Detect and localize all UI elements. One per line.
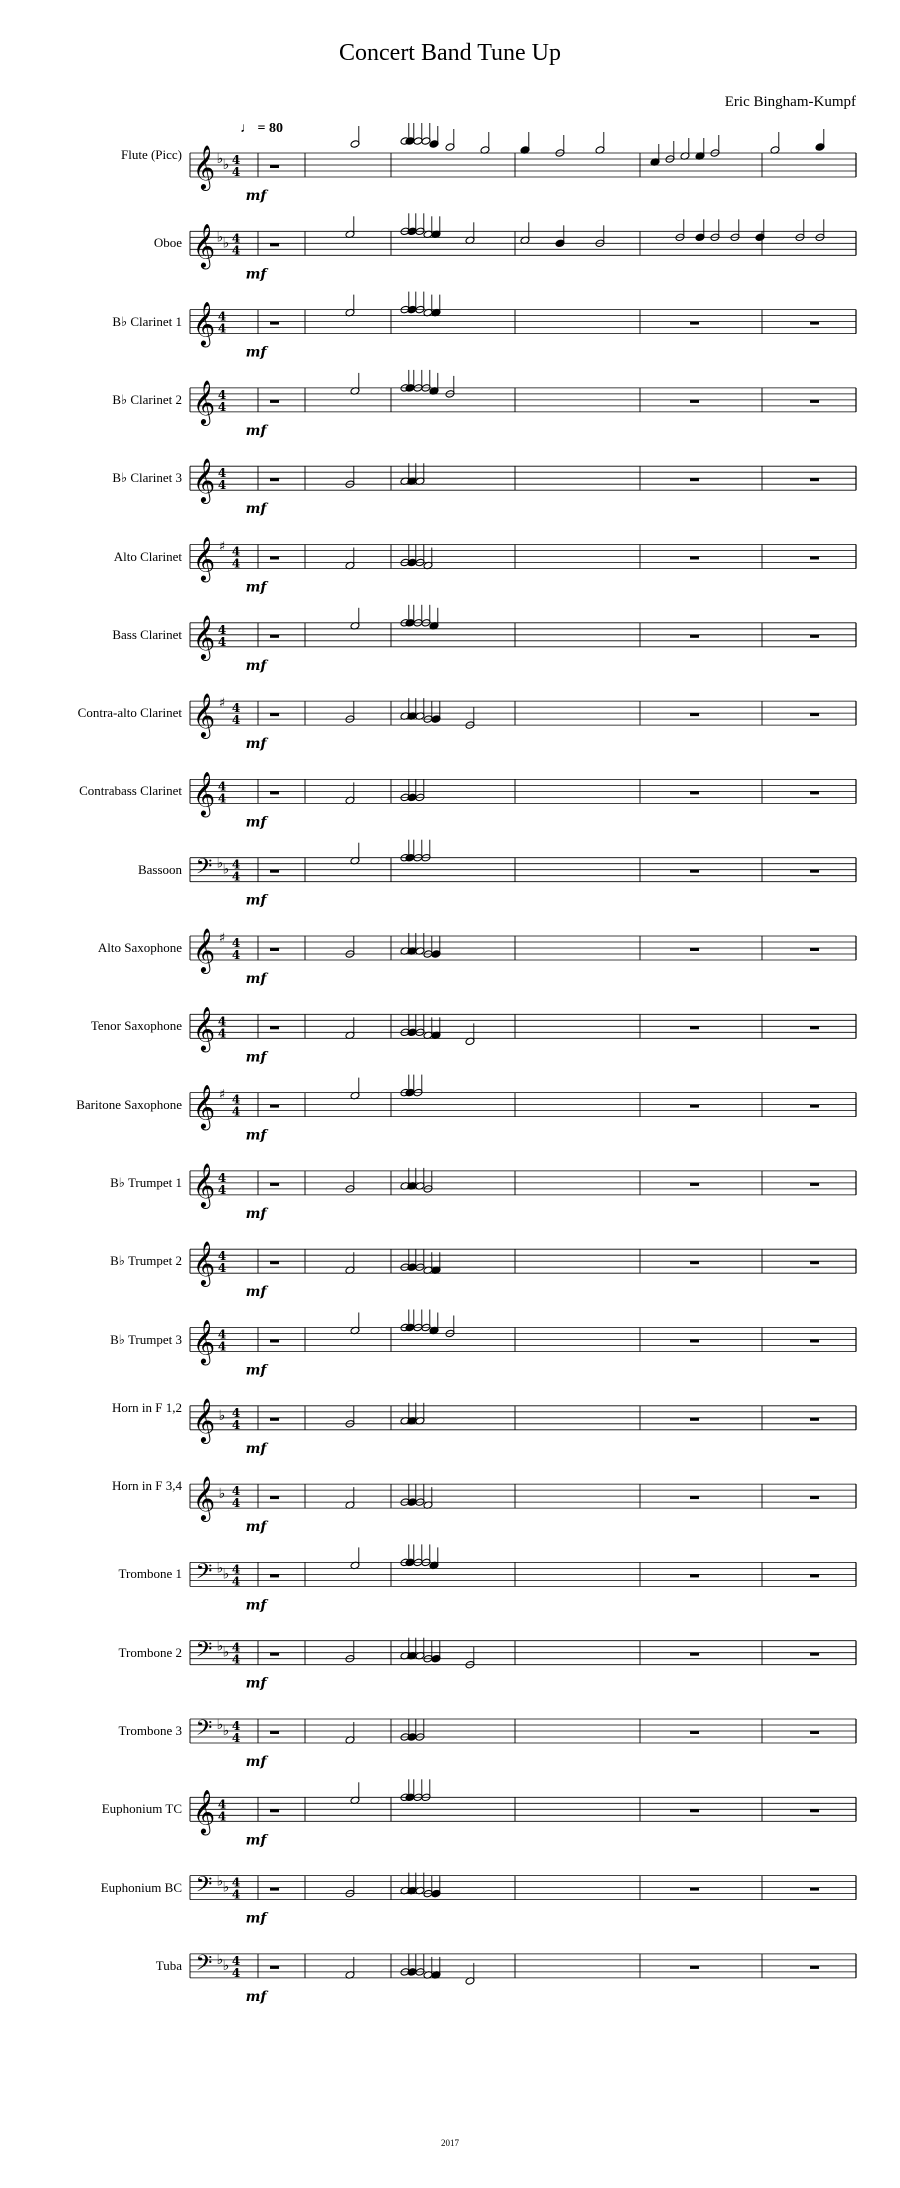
rest-icon <box>270 1496 279 1499</box>
time-signature-bottom: 4 <box>231 165 241 179</box>
treble-clef-icon: 𝄞 <box>192 458 216 503</box>
rest-icon <box>690 1418 699 1421</box>
flat-icon: ♭ <box>216 1560 224 1577</box>
rest-icon <box>810 1183 819 1186</box>
rest-icon <box>690 1105 699 1108</box>
instrument-label: B♭ Trumpet 3 <box>110 1331 182 1347</box>
flat-icon: ♭ <box>216 1638 224 1655</box>
instrument-label: B♭ Clarinet 1 <box>112 313 182 329</box>
rest-icon <box>270 322 279 325</box>
time-signature-top: 4 <box>231 1562 241 1577</box>
rest-icon <box>270 557 279 560</box>
staff-7 <box>190 605 856 674</box>
rest-icon <box>810 948 819 951</box>
time-signature-top: 4 <box>231 936 241 950</box>
time-signature-bottom: 4 <box>217 1026 227 1041</box>
time-signature-bottom: 4 <box>217 791 227 806</box>
flat-icon: ♭ <box>222 1566 230 1583</box>
dynamic-marking: mf <box>245 266 267 283</box>
instrument-label: Euphonium TC <box>101 1801 182 1817</box>
dynamic-marking: mf <box>245 1440 267 1457</box>
treble-clef-icon: 𝄞 <box>192 536 216 581</box>
rest-icon <box>690 1340 699 1343</box>
instrument-label: B♭ Clarinet 3 <box>112 470 182 486</box>
bass-clef-icon: 𝄢 <box>195 1637 213 1668</box>
rest-icon <box>270 243 279 246</box>
rest-icon <box>810 870 819 873</box>
treble-clef-icon: 𝄞 <box>192 928 216 972</box>
instrument-label: Horn in F 3,4 <box>111 1478 182 1494</box>
staff-6 <box>190 537 856 596</box>
time-signature-bottom: 4 <box>231 869 241 884</box>
rest-icon <box>690 478 699 481</box>
flat-icon: ♭ <box>216 1873 224 1890</box>
page-footer: 2017 <box>441 2138 459 2148</box>
time-signature-bottom: 4 <box>231 1731 241 1745</box>
treble-clef-icon: 𝄞 <box>192 223 216 268</box>
time-signature-bottom: 4 <box>231 1652 241 1667</box>
dynamic-marking: mf <box>245 1049 267 1066</box>
flat-icon: ♭ <box>216 1717 224 1733</box>
instrument-label: Alto Clarinet <box>113 548 182 564</box>
rest-icon <box>270 1261 279 1264</box>
staff-4 <box>190 370 856 439</box>
time-signature-bottom: 4 <box>231 243 241 258</box>
time-signature-top: 4 <box>217 1170 227 1185</box>
time-signature-top: 4 <box>231 231 241 246</box>
staff-13 <box>190 1075 856 1144</box>
treble-clef-icon: 𝄞 <box>192 1006 216 1051</box>
rest-icon <box>690 948 699 951</box>
bass-clef-icon: 𝄢 <box>195 1950 213 1981</box>
treble-clef-icon: 𝄞 <box>192 1162 216 1207</box>
time-signature-bottom: 4 <box>217 1182 227 1197</box>
rest-icon <box>270 635 279 638</box>
rest-icon <box>810 1731 819 1734</box>
treble-clef-icon: 𝄞 <box>192 1319 216 1364</box>
instrument-label: Trombone 2 <box>118 1644 182 1660</box>
rest-icon <box>270 1731 279 1734</box>
dynamic-marking: mf <box>245 1205 267 1222</box>
instrument-label: Trombone 3 <box>118 1723 182 1738</box>
dynamic-marking: mf <box>245 1675 267 1692</box>
time-signature-top: 4 <box>231 857 241 872</box>
rest-icon <box>270 1026 279 1029</box>
time-signature-bottom: 4 <box>217 634 227 649</box>
rest-icon <box>270 1340 279 1343</box>
staff-9 <box>190 771 856 830</box>
rest-icon <box>810 1340 819 1343</box>
rest-icon <box>270 870 279 873</box>
dynamic-marking: mf <box>245 971 267 987</box>
dynamic-marking: mf <box>245 579 267 596</box>
rest-icon <box>690 1809 699 1812</box>
rest-icon <box>810 400 819 403</box>
staff-14 <box>190 1163 856 1222</box>
time-signature-top: 4 <box>231 1719 241 1733</box>
bass-clef-icon: 𝄢 <box>195 1872 213 1903</box>
rest-icon <box>270 1966 279 1969</box>
rest-icon <box>810 1809 819 1812</box>
staff-8 <box>190 693 856 752</box>
staff-5 <box>190 458 856 517</box>
time-signature-top: 4 <box>217 1014 227 1029</box>
rest-icon <box>690 1026 699 1029</box>
rest-icon <box>690 635 699 638</box>
time-signature-top: 4 <box>217 387 227 402</box>
rest-icon <box>690 1183 699 1186</box>
instrument-label: B♭ Trumpet 1 <box>110 1174 182 1190</box>
instrument-label: Bass Clarinet <box>112 626 182 642</box>
treble-clef-icon: 𝄞 <box>192 614 216 659</box>
treble-clef-icon: 𝄞 <box>192 301 216 346</box>
time-signature-top: 4 <box>217 1797 227 1812</box>
rest-icon <box>270 478 279 481</box>
flat-icon: ♭ <box>222 235 230 252</box>
dynamic-marking: mf <box>245 814 267 831</box>
rest-icon <box>270 1888 279 1891</box>
score-title: Concert Band Tune Up <box>339 40 561 66</box>
dynamic-marking: mf <box>245 892 267 909</box>
flat-icon: ♭ <box>222 1723 230 1739</box>
rest-icon <box>690 1888 699 1891</box>
rest-icon <box>270 1183 279 1186</box>
rest-icon <box>690 1574 699 1577</box>
rest-icon <box>270 1105 279 1108</box>
staff-23 <box>190 1873 856 1927</box>
sharp-icon: ♯ <box>218 539 226 555</box>
time-signature-bottom: 4 <box>217 1261 227 1276</box>
flat-icon: ♭ <box>216 855 224 872</box>
time-signature-bottom: 4 <box>231 556 241 571</box>
rest-icon <box>810 1653 819 1656</box>
flat-icon: ♭ <box>222 861 230 878</box>
rest-icon <box>810 1026 819 1029</box>
treble-clef-icon: 𝄞 <box>192 771 216 816</box>
dynamic-marking: mf <box>245 501 267 518</box>
instrument-label: Horn in F 1,2 <box>111 1399 182 1415</box>
staff-24 <box>190 1951 856 2005</box>
rest-icon <box>270 400 279 403</box>
rest-icon <box>810 1261 819 1264</box>
bass-clef-icon: 𝄢 <box>195 1716 213 1746</box>
staff-17 <box>190 1398 856 1457</box>
dynamic-marking: mf <box>245 657 267 674</box>
treble-clef-icon: 𝄞 <box>192 1241 216 1286</box>
rest-icon <box>690 557 699 560</box>
instrument-label: Tenor Saxophone <box>90 1018 182 1034</box>
rest-icon <box>810 635 819 638</box>
staff-20 <box>190 1638 856 1692</box>
time-signature-bottom: 4 <box>217 399 227 414</box>
sharp-icon: ♯ <box>218 931 226 946</box>
staff-15 <box>190 1241 856 1300</box>
dynamic-marking: mf <box>245 1754 267 1770</box>
flat-icon: ♭ <box>218 1407 226 1424</box>
rest-icon <box>810 1105 819 1108</box>
staff-22 <box>190 1779 856 1848</box>
staff-1 <box>190 123 856 204</box>
dynamic-marking: mf <box>245 422 267 439</box>
rest-icon <box>690 713 699 716</box>
time-signature-top: 4 <box>231 1405 241 1420</box>
time-signature-top: 4 <box>217 622 227 637</box>
treble-clef-icon: 𝄞 <box>192 379 216 424</box>
instrument-label: Euphonium BC <box>100 1879 182 1895</box>
time-signature-bottom: 4 <box>231 1887 241 1902</box>
rest-icon <box>810 322 819 325</box>
dynamic-marking: mf <box>245 1519 267 1536</box>
rest-icon <box>810 791 819 794</box>
flat-icon: ♭ <box>216 229 224 246</box>
treble-clef-icon: 𝄞 <box>192 1084 216 1129</box>
staff-10 <box>190 840 856 909</box>
treble-clef-icon: 𝄞 <box>192 1397 216 1442</box>
treble-clef-icon: 𝄞 <box>192 145 216 189</box>
time-signature-bottom: 4 <box>217 1809 227 1824</box>
flat-icon: ♭ <box>222 157 230 173</box>
time-signature-top: 4 <box>231 1875 241 1890</box>
time-signature-bottom: 4 <box>231 1965 241 1980</box>
instrument-label: B♭ Trumpet 2 <box>110 1253 182 1269</box>
instrument-label: Alto Saxophone <box>97 940 182 955</box>
dynamic-marking: mf <box>245 344 267 361</box>
instrument-label: Baritone Saxophone <box>76 1096 182 1112</box>
rest-icon <box>690 1261 699 1264</box>
flat-icon: ♭ <box>218 1486 226 1503</box>
dynamic-marking: mf <box>245 736 267 753</box>
instrument-label: Contra-alto Clarinet <box>77 705 182 721</box>
instrument-label: Oboe <box>153 235 182 251</box>
time-signature-top: 4 <box>217 466 227 481</box>
time-signature-bottom: 4 <box>231 1496 241 1511</box>
rest-icon <box>690 1653 699 1656</box>
time-signature-bottom: 4 <box>217 478 227 493</box>
time-signature-top: 4 <box>231 153 241 167</box>
treble-clef-icon: 𝄞 <box>192 1789 216 1834</box>
instrument-label: B♭ Clarinet 2 <box>112 391 182 407</box>
rest-icon <box>270 948 279 951</box>
rest-icon <box>690 870 699 873</box>
time-signature-bottom: 4 <box>217 1339 227 1354</box>
time-signature-bottom: 4 <box>231 948 241 962</box>
rest-icon <box>270 1809 279 1812</box>
time-signature-top: 4 <box>231 701 241 716</box>
rest-icon <box>270 1418 279 1421</box>
dynamic-marking: mf <box>245 1284 267 1301</box>
time-signature-top: 4 <box>217 779 227 794</box>
rest-icon <box>810 1574 819 1577</box>
staff-11 <box>190 928 856 987</box>
rest-icon <box>810 557 819 560</box>
time-signature-top: 4 <box>231 1640 241 1655</box>
staff-21 <box>190 1716 856 1770</box>
bass-clef-icon: 𝄢 <box>195 854 213 885</box>
staff-16 <box>190 1310 856 1379</box>
rest-icon <box>810 713 819 716</box>
dynamic-marking: mf <box>245 1597 267 1614</box>
time-signature-top: 4 <box>217 1249 227 1264</box>
staff-18 <box>190 1476 856 1535</box>
rest-icon <box>690 1496 699 1499</box>
tempo-marking: ♩ = 80 <box>240 121 283 136</box>
rest-icon <box>810 1418 819 1421</box>
time-signature-bottom: 4 <box>231 713 241 728</box>
time-signature-bottom: 4 <box>231 1104 241 1119</box>
staff-3 <box>190 292 856 361</box>
rest-icon <box>810 1966 819 1969</box>
instrument-label: Flute (Picc) <box>120 147 182 162</box>
rest-icon <box>270 1653 279 1656</box>
time-signature-bottom: 4 <box>231 1574 241 1589</box>
time-signature-top: 4 <box>231 1484 241 1499</box>
dynamic-marking: mf <box>245 1910 267 1927</box>
instrument-label: Trombone 1 <box>118 1566 182 1582</box>
rest-icon <box>270 165 279 168</box>
time-signature-top: 4 <box>217 1327 227 1342</box>
sharp-icon: ♯ <box>218 1087 226 1103</box>
rest-icon <box>690 322 699 325</box>
instrument-label: Tuba <box>155 1957 182 1973</box>
flat-icon: ♭ <box>216 1951 224 1968</box>
treble-clef-icon: 𝄞 <box>192 693 216 738</box>
flat-icon: ♭ <box>216 151 224 167</box>
time-signature-bottom: 4 <box>217 321 227 336</box>
time-signature-top: 4 <box>231 1953 241 1968</box>
instrument-label: Contrabass Clarinet <box>79 783 182 799</box>
dynamic-marking: mf <box>245 1127 267 1144</box>
time-signature-top: 4 <box>217 309 227 324</box>
flat-icon: ♭ <box>222 1957 230 1974</box>
rest-icon <box>270 713 279 716</box>
dynamic-marking: mf <box>245 188 267 204</box>
rest-icon <box>690 400 699 403</box>
time-signature-top: 4 <box>231 1092 241 1107</box>
staff-2 <box>190 213 856 282</box>
rest-icon <box>810 1888 819 1891</box>
treble-clef-icon: 𝄞 <box>192 1476 216 1521</box>
sharp-icon: ♯ <box>218 696 226 712</box>
flat-icon: ♭ <box>222 1879 230 1896</box>
instrument-label: Bassoon <box>137 861 182 877</box>
staff-12 <box>190 1006 856 1065</box>
staff-19 <box>190 1544 856 1613</box>
time-signature-top: 4 <box>231 544 241 559</box>
time-signature-bottom: 4 <box>231 1417 241 1432</box>
bass-clef-icon: 𝄢 <box>195 1559 213 1590</box>
dynamic-marking: mf <box>245 1362 267 1379</box>
rest-icon <box>810 478 819 481</box>
rest-icon <box>690 1731 699 1734</box>
rest-icon <box>690 1966 699 1969</box>
dynamic-marking: mf <box>245 1988 267 2005</box>
dynamic-marking: mf <box>245 1832 267 1849</box>
composer-name: Eric Bingham-Kumpf <box>724 94 856 110</box>
rest-icon <box>810 1496 819 1499</box>
flat-icon: ♭ <box>222 1644 230 1661</box>
rest-icon <box>690 791 699 794</box>
rest-icon <box>270 791 279 794</box>
rest-icon <box>270 1574 279 1577</box>
